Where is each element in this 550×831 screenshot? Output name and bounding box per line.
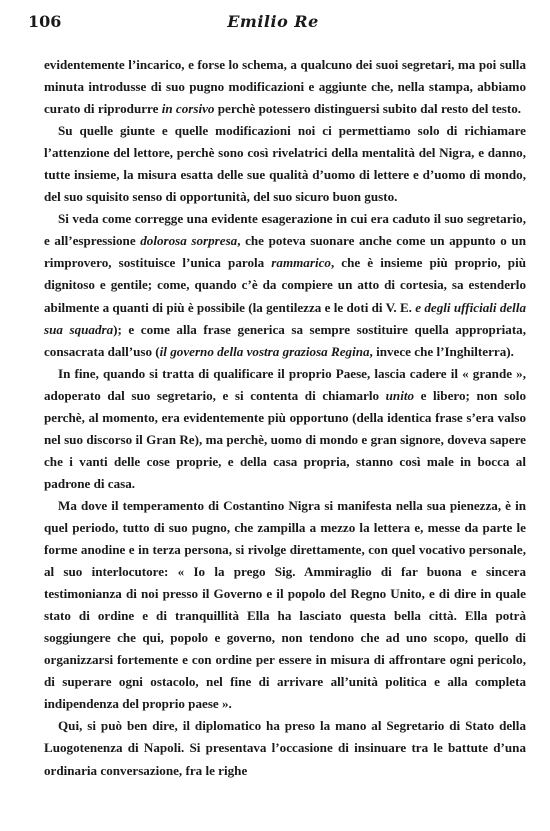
paragraph xyxy=(44,208,526,362)
text-run: Qui, si può ben dire, il diplomatico ha preso la mano al Segretario di Stato della Luogotenenza di Napoli. Si presentava l’occasione di insinuare tra le battute d’una ordinaria conversazione, fra le righe xyxy=(44,718,526,778)
text-run: , invece che l’Inghilterra). xyxy=(369,343,514,359)
text-run: , che poteva suonare anche come un appunto o un rimprovero, sostituisce l’unica parola xyxy=(44,233,526,271)
page-header xyxy=(28,12,518,36)
body-text xyxy=(44,54,526,782)
italic-text: unito xyxy=(385,387,415,403)
text-run: Si veda come corregge una evidente esagerazione in cui era caduto il suo segretario, e all’espressione xyxy=(44,211,526,249)
italic-text: dolorosa sorpresa xyxy=(140,233,238,249)
page-number: 106 xyxy=(28,12,62,31)
italic-text: in corsivo xyxy=(161,101,215,117)
running-head: Emilio Re xyxy=(227,12,319,31)
text-run: evidentemente l’incarico, e forse lo schema, a qualcuno dei suoi segretari, ma poi sulla minuta introdusse di suo pugno modificazioni e aggiunte che, nella stampa, abbiamo curato di riprodurre xyxy=(44,57,526,117)
paragraph xyxy=(44,54,526,120)
paragraph xyxy=(44,715,526,781)
text-run: perchè potessero distinguersi subito dal resto del testo. xyxy=(214,101,522,117)
italic-text: il governo della vostra graziosa Regina xyxy=(159,343,370,359)
italic-text: e degli ufficiali della sua squadra xyxy=(44,299,527,337)
text-run: e libero; non solo perchè, al momento, era evidentemente più opportuno (della identica frase s’era valso nel suo discorso il Gran Re), ma perchè, uomo di mondo e gran signore, doveva sapere che i vanti delle cose proprie, e della casa propria, stanno così male in bocca al padrone di casa. xyxy=(44,387,526,491)
text-run: ); e come alla frase generica sa sempre sostituire quella appropriata, consacrata dall’uso ( xyxy=(44,321,527,359)
text-run: Su quelle giunte e quelle modificazioni noi ci permettiamo solo di richiamare l’attenzione del lettore, perchè sono così rivelatrici della mentalità del Nigra, e danno, tutte insieme, la misura esatta delle sue qualità d’uomo di lettere e d’uomo di mondo, del suo squisito senso di opportunità, del suo sicuro buon gusto. xyxy=(44,123,526,205)
text-run: In fine, quando si tratta di qualificare il proprio Paese, lascia cadere il « grande », adoperato dal suo segretario, e si contenta di chiamarlo xyxy=(44,365,526,403)
paragraph xyxy=(44,495,526,715)
italic-text: rammarico xyxy=(271,255,331,271)
text-run: Ma dove il temperamento di Costantino Nigra si manifesta nella sua pienezza, è in quel periodo, tutto di suo pugno, che zampilla a mezzo la lettera e, messe da parte le forme anodine e in terza persona, si rivolge direttamente, con quel vocativo personale, al suo interlocutore: « Io la prego Sig. Ammiraglio di far buona e sincera testimonianza di noi presso il Governo e il popolo del Regno Unito, e di dire in quale stato di ordine e di tranquillità Ella ha lasciato questa bella città. Ella potrà soggiungere che qui, popolo e governo, non tendono che ad uno scopo, quello di organizzarsi fortemente e con ordine per essere in misura di affrontare ogni pericolo, di superare ogni ostacolo, nel fine di arrivare all’unità politica e alla completa indipendenza del proprio paese ». xyxy=(44,497,526,712)
text-run: , che è insieme più proprio, più dignitoso e gentile; come, quando c’è da compiere un atto di cortesia, sa estenderlo abilmente a quanti di più è possibile (la gentilezza e le doti di V. E. xyxy=(44,255,526,315)
paragraph xyxy=(44,120,526,208)
paragraph xyxy=(44,363,526,495)
